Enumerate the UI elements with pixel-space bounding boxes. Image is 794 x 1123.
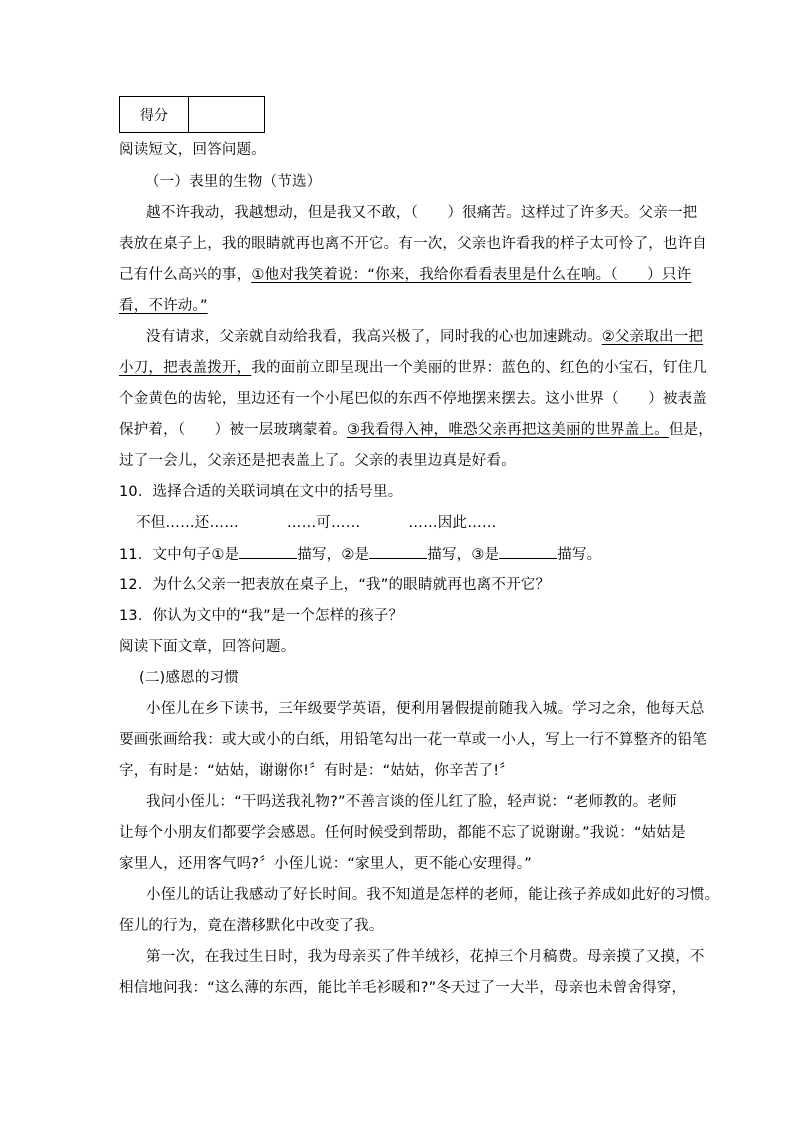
text-span: 描写。 [557,547,602,563]
sentence-1-underlined-end: 看，不许动。” [119,298,208,314]
answer-blank[interactable] [369,544,427,559]
passage-2-line: 相信地问我：“这么薄的东西，能比羊毛衫暖和?”冬天过了一大半，母亲也未曾舍得穿， [119,980,687,996]
reading-instruction-2: 阅读下面文章，回答问题。 [119,639,296,655]
passage-1-line: 表放在桌子上，我的眼睛就再也离不开它。有一次，父亲也许看我的样子太可怜了，也许自 [119,236,707,252]
passage-2-line: 侄儿的行为，竟在潜移默化中改变了我。 [119,918,384,934]
sentence-3-underlined: ③我看得入神，唯恐父亲再把这美丽的世界盖上。 [346,422,669,438]
passage-2-line: 要画张画给我：或大或小的白纸，用铅笔勾出一花一草或一小人，写上一行不算整齐的铅笔 [119,732,707,748]
sentence-1-underlined: ①他对我笑着说：“你来，我给你看看表里是什么在响。（ ）只许 [251,267,692,283]
passage-1-line [119,296,679,316]
option-3: ……因此…… [408,515,497,531]
text-span: 11．文中句子①是 [119,547,240,563]
text-span: 保护着，（ ）被一层玻璃蒙着。 [119,422,347,438]
sentence-2-underlined: ②父亲取出一把 [601,329,704,345]
passage-1-line [119,358,708,378]
score-label: 得分 [120,97,189,133]
answer-blank[interactable] [239,544,297,559]
question-10: 10．选择合适的关联词填在文中的括号里。 [119,484,403,500]
passage-1-line [119,265,692,285]
passage-1-line: 个金黄色的齿轮，里边还有一个小尾巴似的东西不停地摆来摆去。这小世界（ ）被表盖 [119,391,707,407]
score-table [119,96,265,133]
question-13: 13．你认为文中的“我”是一个怎样的孩子？ [119,608,404,624]
text-span: 描写，②是 [297,547,370,563]
passage-2-title: (二)感恩的习惯 [139,670,239,686]
text-span: 没有请求，父亲就自动给我看，我高兴极了，同时我的心也加速跳动。 [146,329,602,345]
passage-1-line [146,327,706,347]
passage-1-title: （一）表里的生物（节选） [145,174,322,190]
question-12: 12．为什么父亲一把表放在桌子上，“我”的眼睛就再也离不开它？ [119,577,551,593]
reading-instruction-1: 阅读短文，回答问题。 [119,142,266,158]
sentence-2-underlined-end: 小刀，把表盖拨开， [119,360,252,376]
answer-blank[interactable] [499,544,557,559]
text-span: 描写，③是 [427,547,500,563]
passage-2-line: 第一次，在我过生日时，我为母亲买了件羊绒衫，花掉三个月稿费。母亲摸了又摸，不 [146,949,705,965]
passage-2-line: 字，有时是：“姑姑，谢谢你!〞有时是：“姑姑，你辛苦了!〞 [119,763,514,779]
text-span: 我的面前立即呈现出一个美丽的世界：蓝色的、红色的小宝石，钉住几 [251,360,708,376]
text-span: 但是， [668,422,713,438]
passage-2-line: 我问小侄儿：“干吗送我礼物?”不善言谈的侄儿红了脸，轻声说：“老师教的。老师 [146,794,677,810]
score-value [189,97,265,133]
passage-2-line: 让每个小朋友们都要学会感恩。任何时候受到帮助，都能不忘了说谢谢。”我说：“姑姑是 [119,825,686,841]
passage-2-line: 小侄儿的话让我感动了好长时间。我不知道是怎样的老师，能让孩子养成如此好的习惯。 [146,887,720,903]
passage-1-line: 越不许我动，我越想动，但是我又不敢，（ ）很痛苦。这样过了许多天。父亲一把 [146,205,698,221]
conjunction-options [136,513,696,533]
passage-2-line: 小侄儿在乡下读书，三年级要学英语，便利用暑假提前随我入城。学习之余，他每天总 [146,701,705,717]
passage-1-line: 过了一会儿，父亲还是把表盖上了。父亲的表里边真是好看。 [119,453,516,469]
option-2: ……可…… [286,515,361,531]
passage-2-line: 家里人，还用客气吗?〞小侄儿说：“家里人，更不能心安理得。” [119,856,532,872]
text-span: 己有什么高兴的事， [119,267,252,283]
passage-1-line [119,420,713,440]
option-1: 不但……还…… [136,515,239,531]
question-11 [119,544,679,565]
